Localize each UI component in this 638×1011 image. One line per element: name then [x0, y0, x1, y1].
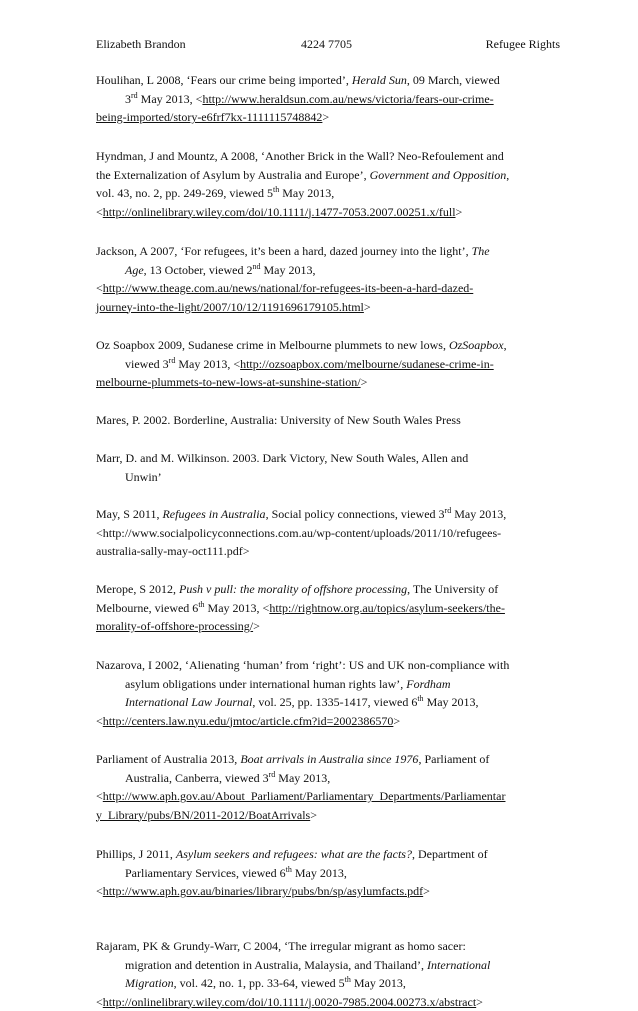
header-subject: Refugee Rights: [486, 35, 560, 53]
reference-line-link[interactable]: <http://www.aph.gov.au/About_Parliament/Parliamentary_Departments/Parliamentar: [96, 787, 556, 806]
reference-line: International Law Journal, vol. 25, pp. 1335-1417, viewed 6th May 2013,: [96, 693, 556, 712]
reference-line-link[interactable]: melbourne-plummets-to-new-lows-at-sunshine-station/>: [96, 373, 556, 392]
reference-hyndman: [96, 147, 556, 221]
page-header: [96, 35, 560, 53]
reference-line-link[interactable]: <http://onlinelibrary.wiley.com/doi/10.1111/j.1477-7053.2007.00251.x/full>: [96, 203, 556, 222]
reference-line: Parliamentary Services, viewed 6th May 2013,: [96, 864, 556, 883]
reference-may: [96, 505, 556, 561]
reference-line-link[interactable]: journey-into-the-light/2007/10/12/1191696179105.html>: [96, 298, 556, 317]
header-author: Elizabeth Brandon: [96, 35, 186, 53]
reference-line: Parliament of Australia 2013, Boat arrivals in Australia since 1976, Parliament of: [96, 750, 556, 769]
reference-line: the Externalization of Asylum by Australia and Europe’, Government and Opposition,: [96, 166, 556, 185]
reference-line: Melbourne, viewed 6th May 2013, <http://rightnow.org.au/topics/asylum-seekers/the-: [96, 599, 556, 618]
header-student-id: 4224 7705: [301, 35, 352, 53]
reference-line-link[interactable]: <http://www.aph.gov.au/binaries/library/pubs/bn/sp/asylumfacts.pdf>: [96, 882, 556, 901]
reference-line-link[interactable]: y_Library/pubs/BN/2011-2012/BoatArrivals>: [96, 806, 556, 825]
reference-line: Migration, vol. 42, no. 1, pp. 33-64, viewed 5th May 2013,: [96, 974, 556, 993]
reference-line: <http://www.socialpolicyconnections.com.au/wp-content/uploads/2011/10/refugees-: [96, 524, 556, 543]
reference-line: Mares, P. 2002. Borderline, Australia: University of New South Wales Press: [96, 411, 556, 430]
reference-jackson: [96, 242, 556, 316]
reference-line-link[interactable]: morality-of-offshore-processing/>: [96, 617, 556, 636]
reference-phillips: [96, 845, 556, 901]
reference-line: asylum obligations under international human rights law’, Fordham: [96, 675, 556, 694]
reference-parliament: [96, 750, 556, 824]
reference-line: Nazarova, I 2002, ‘Alienating ‘human’ from ‘right’: US and UK non-compliance with: [96, 656, 556, 675]
reference-line: Phillips, J 2011, Asylum seekers and refugees: what are the facts?, Department of: [96, 845, 556, 864]
reference-nazarova: [96, 656, 556, 730]
reference-merope: [96, 580, 556, 636]
reference-line: Marr, D. and M. Wilkinson. 2003. Dark Victory, New South Wales, Allen and: [96, 449, 556, 468]
reference-line: Hyndman, J and Mountz, A 2008, ‘Another Brick in the Wall? Neo-Refoulement and: [96, 147, 556, 166]
reference-ozsoapbox: [96, 336, 556, 392]
reference-rajaram: [96, 937, 556, 1011]
reference-line: viewed 3rd May 2013, <http://ozsoapbox.com/melbourne/sudanese-crime-in-: [96, 355, 556, 374]
reference-houlihan: [96, 71, 556, 127]
reference-line: australia-sally-may-oct111.pdf>: [96, 542, 556, 561]
reference-line: Australia, Canberra, viewed 3rd May 2013,: [96, 769, 556, 788]
reference-line-link[interactable]: <http://centers.law.nyu.edu/jmtoc/article.cfm?id=2002386570>: [96, 712, 556, 731]
reference-line: Rajaram, PK & Grundy-Warr, C 2004, ‘The irregular migrant as homo sacer:: [96, 937, 556, 956]
reference-line-link[interactable]: <http://www.theage.com.au/news/national/for-refugees-its-been-a-hard-dazed-: [96, 279, 556, 298]
reference-line: Age, 13 October, viewed 2nd May 2013,: [96, 261, 556, 280]
reference-line: vol. 43, no. 2, pp. 249-269, viewed 5th May 2013,: [96, 184, 556, 203]
reference-line-link[interactable]: <http://onlinelibrary.wiley.com/doi/10.1111/j.0020-7985.2004.00273.x/abstract>: [96, 993, 556, 1011]
reference-line-link[interactable]: being-imported/story-e6frf7kx-1111115748842>: [96, 108, 556, 127]
reference-line: Oz Soapbox 2009, Sudanese crime in Melbourne plummets to new lows, OzSoapbox,: [96, 336, 556, 355]
reference-marr: [96, 449, 556, 486]
reference-line: migration and detention in Australia, Malaysia, and Thailand’, International: [96, 956, 556, 975]
reference-line: May, S 2011, Refugees in Australia, Social policy connections, viewed 3rd May 2013,: [96, 505, 556, 524]
reference-line: 3rd May 2013, <http://www.heraldsun.com.au/news/victoria/fears-our-crime-: [96, 90, 556, 109]
reference-line: Jackson, A 2007, ‘For refugees, it’s been a hard, dazed journey into the light’, The: [96, 242, 556, 261]
reference-line: Houlihan, L 2008, ‘Fears our crime being imported’, Herald Sun, 09 March, viewed: [96, 71, 556, 90]
reference-line: Unwin’: [96, 468, 556, 487]
reference-mares: [96, 411, 556, 430]
reference-line: Merope, S 2012, Push v pull: the morality of offshore processing, The University of: [96, 580, 556, 599]
